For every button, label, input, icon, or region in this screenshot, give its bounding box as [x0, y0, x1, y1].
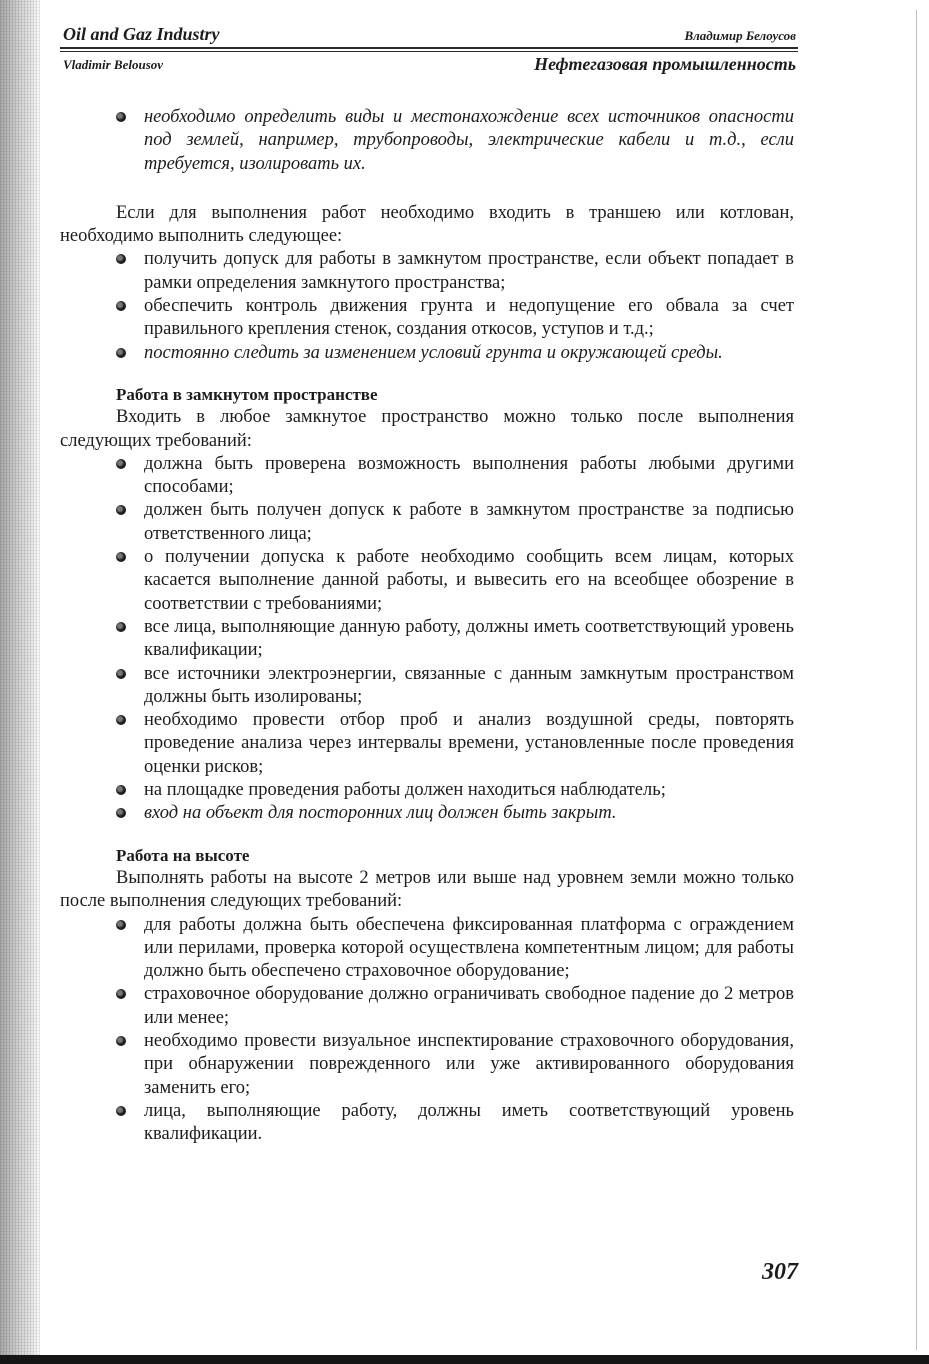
bullet-list-underground [60, 106, 794, 176]
paragraph-confined-space: Входить в любое замкнутое пространство можно только после выполнения следующих требований: [60, 407, 794, 451]
page-number: 307 [762, 1259, 798, 1285]
paragraph-trench: Если для выполнения работ необходимо входить в траншею или котлован, необходимо выполнить следующее: [60, 202, 794, 247]
list-item: о получении допуска к работе необходимо сообщить всем лицам, которых касается выполнение данной работы, и вывесить его на всеобщее обозрение в соответствии с требованиями; [60, 546, 794, 616]
list-item: вход на объект для посторонних лиц должен быть закрыт. [60, 802, 794, 825]
bullet-list-trench [60, 248, 794, 364]
list-item: должен быть получен допуск к работе в замкнутом пространстве за подписью ответственного лица; [60, 499, 794, 546]
bullet-list-work-at-height [60, 914, 794, 1147]
paragraph-work-at-height: Выполнять работы на высоте 2 метров или выше над уровнем земли можно только после выполнения следующих требований: [60, 867, 794, 912]
list-item: все лица, выполняющие данную работу, должны иметь соответствующий уровень квалификации; [60, 616, 794, 663]
list-item: страховочное оборудование должно ограничивать свободное падение до 2 метров или менее; [60, 983, 794, 1030]
body-text [60, 106, 794, 1146]
list-item: все источники электроэнергии, связанные с данным замкнутым пространством должны быть изолированы; [60, 663, 794, 710]
list-item: лица, выполняющие работу, должны иметь соответствующий уровень квалификации. [60, 1100, 794, 1147]
list-item: необходимо определить виды и местонахождение всех источников опасности под землей, например, трубопроводы, электрические кабели и т.д., если требуется, изолировать их. [60, 106, 794, 176]
list-item: получить допуск для работы в замкнутом пространстве, если объект попадает в рамки определения замкнутого пространства; [60, 248, 794, 295]
header-journal-title-ru: Нефтегазовая промышленность [534, 54, 796, 74]
list-item: необходимо провести визуальное инспектирование страховочного оборудования, при обнаружении поврежденного или уже активированного оборудования заменить его; [60, 1030, 794, 1100]
header-journal-title-en: Oil and Gaz Industry [63, 24, 220, 44]
list-item: должна быть проверена возможность выполнения работы любыми другими способами; [60, 453, 794, 500]
bullet-list-confined-space [60, 453, 794, 826]
list-item: для работы должна быть обеспечена фиксированная платформа с ограждением или перилами, проверка которой осуществлена компетентным лицом; для работы должно быть обеспечено страховочное оборудование; [60, 914, 794, 984]
section-heading-work-at-height: Работа на высоте [116, 845, 250, 865]
header-rule-thin [60, 51, 798, 52]
scan-bottom-edge [0, 1355, 929, 1364]
list-item: постоянно следить за изменением условий грунта и окружающей среды. [60, 342, 794, 365]
list-item: обеспечить контроль движения грунта и недопущение его обвала за счет правильного крепления стенок, создания откосов, уступов и т.д.; [60, 295, 794, 342]
header-author-ru: Владимир Белоусов [684, 28, 796, 43]
header-author-en: Vladimir Belousov [63, 57, 164, 72]
header-rule [60, 47, 798, 49]
list-item: необходимо провести отбор проб и анализ воздушной среды, повторять проведение анализа через интервалы времени, установленные после проведения оценки рисков; [60, 709, 794, 779]
list-item: на площадке проведения работы должен находиться наблюдатель; [60, 779, 794, 802]
section-heading-confined-space: Работа в замкнутом пространстве [116, 384, 378, 404]
